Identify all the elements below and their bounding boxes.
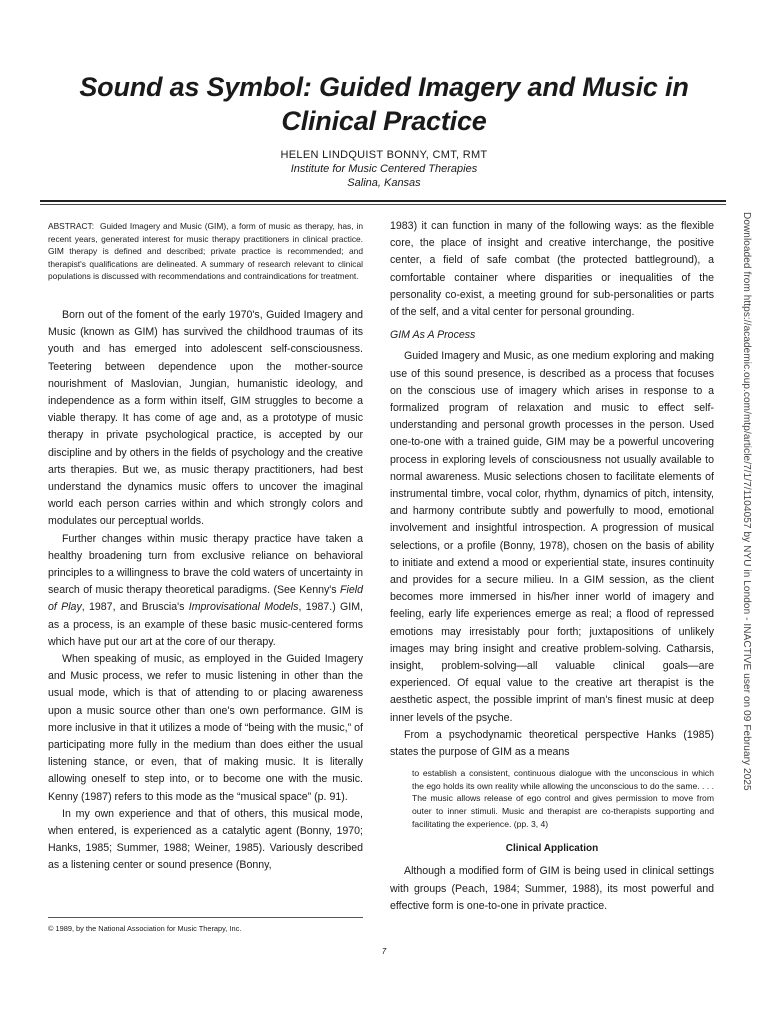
paragraph-continued: 1983) it can function in many of the following ways: as the flexible core, the place of insight and creative interchange, the positive center, a field of safe combat (the protected battleground), a comfortable container where disparities or inequalities of the personality co-exist, a meeting ground for sub-personalities or parts of the self, and a vital center for personal grounding.	[390, 220, 714, 319]
abstract-label: ABSTRACT:	[48, 221, 95, 231]
paragraph-1: Born out of the foment of the early 1970's, Guided Imagery and Music (known as GIM) has survived the childhood traumas of its youth and has emerged into adolescent self-consciousness. Teetering between dependence upon the mother-source nourishment of Maslovian, Jungian, humanistic ideology, and independence as a form within itself, GIM struggles to become a viable therapy. It has come of age and, as a prototype of music therapy in private psychological practice, is accepted by our discipline and by others in the fields of psychology and the creative arts therapies. But we, as music therapy practitioners, had best understand the dynamics music offers to uncover the imaginal world each person carries within and which strongly colors and modulates our perceptual worlds.	[48, 308, 363, 528]
paragraph-6: From a psychodynamic theoretical perspective Hanks (1985) states the purpose of GIM as a means	[390, 728, 714, 759]
block-quote: to establish a consistent, continuous dialogue with the unconscious in which the ego holds its own reality while allowing the unconscious to do the same. . . . The music allows release of ego control and gives permission to move from outer to inner stimuli. Music and therapist are co-therapists supporting and facilitating the experience. (pp. 3, 4)	[412, 768, 714, 829]
paragraph-3: When speaking of music, as employed in the Guided Imagery and Music process, we refer to music listening in other than the usual mode, which is that of attending to or placing awareness upon a music source other than one's own performance. GIM is more inclusive in that it utilizes a mode of “being with the music,” of participating more fully in the medium than does either the usual listening stance, or even, that of making music. It is literally allowing oneself to step into, or to become one with the music. Kenny (1987) refers to this mode as the “musical space” (p. 91).	[48, 653, 363, 803]
paragraph-2-text-a: Further changes within music therapy practice have taken a healthy broadening turn from exclusive reliance on behavioral principles to a willingness to brave the cold waters of uncertainty in search of music therapy theoretical paradigms. (See Kenny's	[48, 532, 363, 597]
paragraph-2-text-c: , 1987.) GIM, as a process, is an example of these basic music-centered forms which have put our art at the core of our therapy.	[48, 601, 363, 648]
paragraph-2	[48, 531, 363, 651]
author-name: HELEN LINDQUIST BONNY, CMT, RMT	[280, 149, 488, 161]
author-location: Salina, Kansas	[347, 177, 421, 189]
citation-field-of-play: Field of Play	[48, 584, 363, 614]
download-watermark: Downloaded from https://academic.oup.com/mtp/article/7/1/7/1104057 by NYU in London - INACTIVE user on 09 February 2025	[741, 212, 752, 791]
copyright-notice: © 1989, by the National Association for Music Therapy, Inc.	[48, 924, 242, 933]
abstract-text: Guided Imagery and Music (GIM), a form of music as therapy, has, in recent years, generated interest for music therapy practitioners in clinical practice. GIM therapy is defined and described; private practice is recommended; and therapist's qualifications are delineated. A summary of research relevant to clinical populations is discussed with recommendations and contraindications for treatment.	[48, 221, 363, 282]
subheading: Clinical Application	[505, 843, 599, 855]
paragraph-7: Although a modified form of GIM is being used in clinical settings with groups (Peach, 1984; Summer, 1988), its most powerful and effective form is one-to-one in private practice.	[390, 865, 714, 912]
left-column	[48, 220, 363, 875]
paragraph-4: In my own experience and that of others, this musical mode, when entered, is experienced as a catalytic agent (Bonny, 1970; Hanks, 1985; Summer, 1988; Weiner, 1985). Variously described as a listening center or sound presence (Bonny,	[48, 807, 363, 872]
citation-improvisational-models: Improvisational Models	[188, 601, 299, 614]
author-institution: Institute for Music Centered Therapies	[290, 163, 478, 175]
paragraph-2-text-b: , 1987, and Bruscia's	[81, 601, 189, 614]
section-heading: GIM As A Process	[390, 329, 476, 342]
title-divider	[40, 200, 726, 205]
byline	[100, 148, 668, 190]
article-title: Sound as Symbol: Guided Imagery and Music in Clinical Practice	[79, 72, 689, 136]
page-number: 7	[381, 947, 387, 956]
footnote-divider	[48, 917, 363, 918]
right-column	[390, 218, 714, 915]
abstract	[48, 220, 363, 283]
paragraph-5: Guided Imagery and Music, as one medium exploring and making use of this sound presence, is described as a process that focuses on the conscious use of imagery which arises in response to a formalized program of relaxation and music to effect self-understanding and personal growth processes in the person. Used one-to-one with a trained guide, GIM may be a powerful uncovering process in exploring levels of consciousness not usually available to normal awareness. Music selections chosen to facilitate elements of instrumental timbre, vocal color, rhythm, dynamics of pitch, intensity, and harmony contribute subtly and powerfully to mood, emotional involvement and insightful introspection. A progression of musical selections, or a profile (Bonny, 1978), chosen on the basis of ability to initiate and extend a mood or experiential state, insures continuity and provides for a secure milieu. In a GIM session, as the client becomes more immersed in his/her inner world of imagery and feeling, early life experiences emerge as real; a flood of repressed emotions may irresistably pour forth; juxtapositions of unlikely images may bring insight and creative problem-solving. Catharsis, insight, problem-solving—all valuable clinical goals—are experienced. Of equal value to the creative art therapist is the aesthetic aspect, the possible imprint of man's finest music at deep inner levels of the psyche.	[390, 350, 714, 724]
